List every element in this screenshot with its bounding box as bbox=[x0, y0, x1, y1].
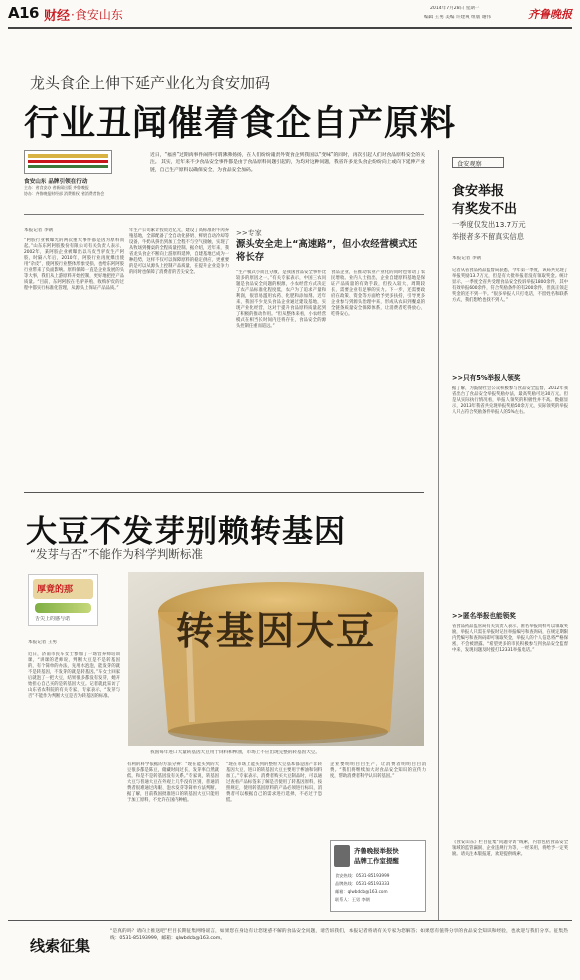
page-number: A16 bbox=[8, 4, 39, 22]
footer-rule bbox=[8, 920, 572, 921]
editors-line: 编辑 王男 美编 许建爽 组版 谢伟 bbox=[424, 15, 492, 20]
sidebar-sub1: >>只有5%举报人领奖 bbox=[452, 374, 521, 382]
badge-title: 厚竟的那 bbox=[37, 585, 74, 595]
date-line: 2014年7月28日 星期一 bbox=[430, 6, 480, 11]
story2-subhead: “发芽与否”不能作为科学判断标准 bbox=[30, 547, 203, 561]
photo-caption: 我国每年进口大量转基因大豆用于饲料和榨油，市场上不应出现完整的转基因大豆。 bbox=[150, 750, 320, 755]
story2-col1: 近日，济南市民车女士参加了一场营养师培训课，“讲课的老师说，判断大豆是不是转基因的，有个简单的办法，先用水泡泡，能发芽的就不是转基因，不发芽的就是转基因。”车女士回家后就泡了一把大豆，结果很多都没有发芽，她开始担心自己买的是转基因大豆。记者就此采访了山东省农科院的有关专家，专家表示，“发芽与否”不能作为判断大豆是否为转基因的标准。 bbox=[28, 652, 120, 699]
sidebar-title: 食安举报 bbox=[452, 184, 505, 199]
sidebar-tag-text: 食安观察 bbox=[457, 161, 482, 168]
story2-col2: 有利的科学依据的方法分辨：“现在能买到的大豆很多都是陈豆，储藏时间过长，发芽率自然就低，和是不是转基因没有关系。”专家说，转基因大豆与普通大豆在外观上几乎没有区别，普通消费者很难通过肉眼、泡水发芽等简单方法判断。据了解，目前我国批准进口的转基因大豆只能用于加工原料，不允许在国内种植。 bbox=[127, 762, 219, 803]
story2-badge bbox=[28, 574, 98, 626]
soybean-photo bbox=[128, 572, 424, 746]
soybean-jar-image bbox=[128, 572, 424, 746]
badge-subtitle: 舌尖上的感与诺 bbox=[35, 616, 71, 622]
promo-line-1: 食安热线：0531-85193999 bbox=[335, 873, 390, 878]
story1-byline: 本报记者 李钢 bbox=[24, 228, 54, 233]
masthead-rule bbox=[8, 27, 572, 29]
sidebar-deck: 一季度仅发出13.7万元 bbox=[452, 220, 526, 229]
promo-box bbox=[330, 840, 426, 912]
paper-logo: 齐鲁晚报 bbox=[528, 8, 572, 21]
sidebar-tag bbox=[452, 157, 504, 168]
story1-expert-kicker: >>专家 bbox=[236, 229, 262, 237]
sidebar-p2: 据了解，为鼓励社会公众积极参与食品安全监督，2012年我省出台了食品安全举报奖励办法，最高奖励可达30万元。但是从实际执行情况看，举报人领奖的积极性并不高。数据显示，2013年我省共兑现举报奖励50余万元，实际领奖的举报人只占符合奖励条件举报人的5%左右。 bbox=[452, 386, 568, 415]
badge-box bbox=[24, 150, 112, 174]
sidebar-divider bbox=[438, 150, 439, 920]
story1-lead-rule bbox=[24, 214, 424, 215]
sidebar-deck-2: 举报者多不留真实信息 bbox=[452, 232, 524, 241]
story1-col3: “生产模式小而且分散，是我国食品安全事件比较多的原因之一。”有关专家表示，中国三农问题是食品安全问题的根源，小农经营方式决定了农产品标准化程度低，农户为了追求产量和利润，很容易滥用农药、化肥和添加剂。近年来，我国不少龙头食品企业通过建设基地，实现产业化经营，这对于提升食品原料质量起到了积极的推动作用。“但从整体来看，小农经营模式在相当长时间内还将存在，食品安全的源头控制任重而道远。” bbox=[236, 270, 326, 329]
section-name: 财经 bbox=[44, 9, 71, 24]
story1-lead: 近日，“福喜”过期肉事件闹得可谓沸沸扬扬，在人们纷纷谴责外资食企到我国以“变味”的同时，再次引起人们对食品原料安全的关注。 其实，近年来不少食品安全事件都是由于食品原料问题引起的，为均对这种问题，我省许多龙头食企纷纷向上或向下延伸产业链，自己生产原料以确保安全，为食品安全加码。 bbox=[150, 153, 425, 173]
promo-title-2: 品牌工作室提醒 bbox=[354, 857, 399, 865]
badge-leaves-icon bbox=[35, 603, 91, 613]
badge-brand-text: 食安山东 品牌引领在行动 bbox=[24, 179, 88, 185]
promo-line-3: 邮箱：qlwbdcb@163.com bbox=[335, 889, 388, 894]
badge-stripe bbox=[28, 154, 108, 158]
story2-headline: 大豆不发芽别赖转基因 bbox=[26, 514, 346, 550]
badge-stripe-3 bbox=[28, 165, 108, 168]
promo-line-4: 联系人：王男 李钢 bbox=[335, 897, 370, 902]
story1-col4: 食品企业，在推动农业产业化的同时也带动了农民增收。业内人士指出，企业自建原料基地是保证产品质量的有效手段，但投入较大、周期较长，需要企业有足够的实力。下一步，还需要政府在政策、资金等方面给予更多扶持，引导更多企业参与到源头治理中来，形成从农田到餐桌的全链条质量安全保障体系，让消费者吃得放心、吃得安心。 bbox=[331, 270, 425, 317]
story2-byline: 本报记者 王男 bbox=[28, 640, 58, 645]
subsection-name: ·食安山东 bbox=[71, 8, 123, 22]
photo-label: 转基因大豆 bbox=[176, 609, 377, 653]
sidebar-sub2: >>匿名举报也能领奖 bbox=[452, 612, 516, 620]
story1-col2: 年生产公司累计投资近亿元，建设了高标准的牛肉养殖基地，全部配备了全自动化挤奶、鲜奶自动冷却等设备，牛奶从挤出到加工全程不与空气接触，实现了从牧场到餐桌的全程质量控制。据介绍，近年来，我省龙头食企不断向上游原料延伸，自建基地已成为一种趋势，这样不仅可以保障原料的稳定供应，更重要的是可以从源头上控制产品质量，在提升企业竞争力的同时也保障了消费者的舌尖安全。 bbox=[129, 228, 229, 275]
brand-badge bbox=[24, 150, 112, 200]
promo-line-2: 品牌热线：0531-85193333 bbox=[335, 881, 390, 886]
badge-stripe-2 bbox=[28, 160, 108, 163]
badge-org2-text: 协办：齐鲁晚报财经部 消费维权 省消费者协会 bbox=[24, 191, 105, 196]
story-divider bbox=[24, 492, 424, 493]
story1-col1: “阿胶行业被曝光的两次重大事件都是因为原料而起。”山东东阿阿胶股份有限公司有关负责人表示，2002年，某阿胶企业被曝出以马皮当驴皮生产阿胶，时隔八年后，2010年，阿胶行业再度爆出使用“杂皮”，使阿胶行业整体形象受损，也给东阿阿胶行业带来了负面影响。原料保障一直是企业发展的头等大事，我们从上游原料开始控制，更好地把控产品质量。“目前，东阿阿胶在毛驴养殖、收购驴皮的过程中都实行标准化管理，从源头上保证产品品质。” bbox=[24, 238, 124, 291]
promo-title: 齐鲁晚报举报快 bbox=[354, 847, 399, 855]
footer-text: “是真的吗？请向上推送吧”栏目长期征集网络谣言，如果您在身边有让您迷惑不解的食品安全问题，请告诉我们，本报记者将请有关专家为您解答；如果您有值得分享的食品安全知识和经验，也欢迎与我们分享。征集热线：0531-85193999，邮箱：qlwbdcb@163.com。 bbox=[110, 929, 568, 942]
sidebar-title-2: 有奖发不出 bbox=[452, 202, 518, 217]
story2-col3: “现在市场上能买到的整粒大豆基本都是国产非转基因大豆，进口的转基因大豆主要用于榨油和饲料加工。”专家表示，消费者购买大豆制品时，可以通过查看产品标签来了解是否使用了转基因原料，按照规定，使用转基因原料的产品必须进行标识，消费者可以根据自己的需求进行选择，不必过于恐慌。 bbox=[226, 762, 322, 803]
sidebar-p1: 记者从省食品药品监督局获悉，今年第一季度，该局共兑现了举报奖励13.7万元，但是有大批举报者没有领取奖金。统计显示，一季度全省共受理食品安全投诉举报1800余件，其中有效举报600余件，符合奖励条件的有200余件，但真正领走奖金的还不到一半。“很多举报人只打电话，不留姓名和联系方式，我们想给也找不到人。” bbox=[452, 268, 568, 303]
promo-avatar bbox=[334, 845, 350, 867]
story1-expert-title: 源头安全走上“高速路”，但小农经营模式还将长存 bbox=[236, 239, 418, 263]
story1-headline: 行业丑闻催着食企自产原料 bbox=[24, 104, 457, 144]
masthead bbox=[0, 0, 580, 30]
footer-label: 线索征集 bbox=[30, 937, 91, 955]
sidebar-byline: 本报记者 李钢 bbox=[452, 256, 482, 261]
sidebar-p4: 《食安山东》栏目征集“问题寻访”线索，内容包括食品安全领域的监管漏洞、企业违规行为等，一经采用，将给予一定奖励。请关注本版报道，欢迎提供线索。 bbox=[452, 840, 568, 857]
badge-org-text: 主办：省食安办 省新闻出版 齐鲁晚报 bbox=[24, 185, 89, 190]
story2-col4: 企业要明明白白生产，让消费者明明白白消费。“我们将继续加大对食品安全知识的宣传力度，帮助消费者科学认识转基因。” bbox=[330, 762, 426, 779]
sidebar-p3: 省食品药品监管局有关负责人表示，匿名举报同样可以领取奖励，举报人只需在举报时记住举报编号和查询码，在规定期限内凭编号和查询码即可领取奖金，举报人的个人信息将严格保密，不会被泄露。“希望更多的市民积极参与到食品安全监督中来，发现问题及时拨打12331举报电话。” bbox=[452, 624, 568, 653]
story1-kicker: 龙头食企上伸下延产业化为食安加码 bbox=[30, 74, 271, 92]
